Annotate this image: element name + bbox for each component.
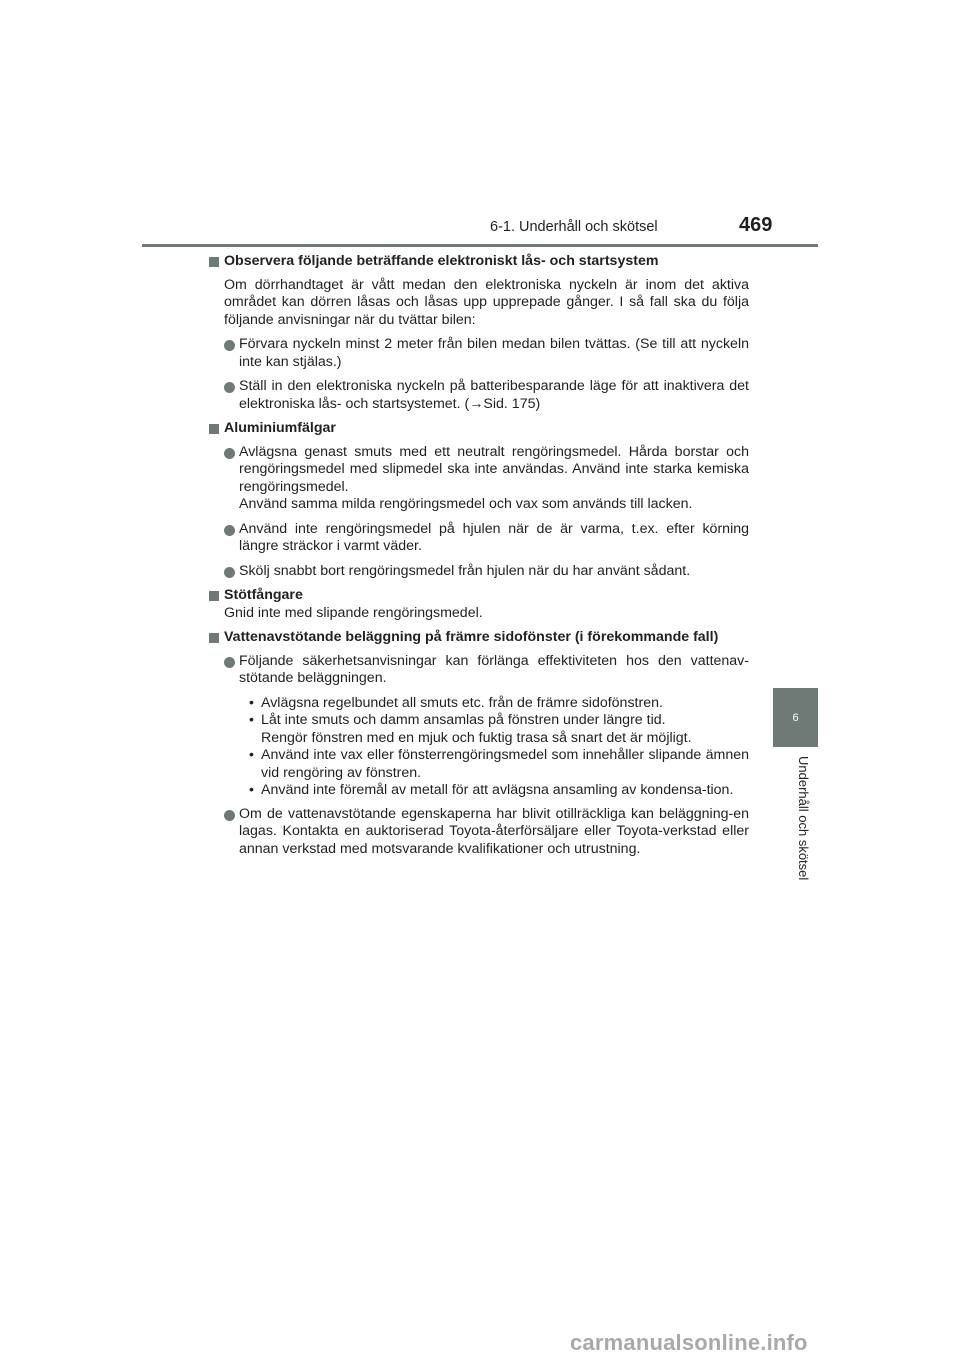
list-item-text: Ställ in den elektroniska nyckeln på batteribesparande läge för att inaktivera det elektroniska lås- och startsystemet. (→Sid. 175) bbox=[239, 378, 749, 412]
list-item-text: Om de vattenavstötande egenskaperna har blivit otillräckliga kan beläggning-en lagas. Kontakta en auktoriserad Toyota-återförsäljare eller Toyota-verkstad eller annan verkstad med motsvarande kvalifikationer och utrustning. bbox=[239, 805, 749, 857]
list-item bbox=[224, 806, 749, 859]
main-content bbox=[209, 253, 749, 858]
list-item-text-extra: Använd samma milda rengöringsmedel och vax som används till lacken. bbox=[239, 496, 693, 512]
list-item-text: Avlägsna genast smuts med ett neutralt rengöringsmedel. Hårda borstar och rengöringsmedel med slipmedel ska inte användas. Använd inte starka kemiska rengöringsmedel. bbox=[239, 443, 749, 495]
list-item bbox=[224, 378, 749, 413]
page-number: 469 bbox=[739, 214, 773, 236]
section-paragraph: Om dörrhandtaget är vått medan den elektroniska nyckeln är inom det aktiva området kan dörren låsas och låsas upp upprepade gånger. I så fall ska du följa följande anvisningar när du tvättar bilen: bbox=[224, 276, 749, 328]
dot-marker: • bbox=[249, 712, 254, 728]
running-header-section: 6-1. Underhåll och skötsel bbox=[490, 219, 658, 235]
round-bullet-icon bbox=[224, 382, 235, 393]
list-item bbox=[224, 653, 749, 688]
square-bullet-icon bbox=[209, 591, 219, 601]
header-divider bbox=[142, 244, 818, 247]
section-title: Vattenavstötande beläggning på främre sidofönster (i förekommande fall) bbox=[224, 629, 719, 645]
square-bullet-icon bbox=[209, 424, 219, 434]
section-title: Stötfångare bbox=[224, 587, 303, 603]
section-heading bbox=[209, 629, 749, 647]
list-item bbox=[224, 444, 749, 514]
list-item-text: Följande säkerhetsanvisningar kan förlänga effektiviteten hos den vattenav-stötande beläggningen. bbox=[239, 652, 749, 686]
round-bullet-icon bbox=[224, 525, 235, 536]
square-bullet-icon bbox=[209, 257, 219, 267]
sub-list-item bbox=[249, 712, 749, 747]
sub-list-item-text: Låt inte smuts och damm ansamlas på fönstren under längre tid. bbox=[261, 712, 666, 728]
section-title: Aluminiumfälgar bbox=[224, 420, 336, 436]
dot-marker: • bbox=[249, 694, 254, 711]
chapter-number: 6 bbox=[792, 711, 799, 724]
section-heading bbox=[209, 253, 749, 271]
list-item bbox=[224, 336, 749, 371]
sub-list-item-text: Avlägsna regelbundet all smuts etc. från de främre sidofönstren. bbox=[261, 694, 663, 711]
dot-marker: • bbox=[249, 782, 254, 798]
round-bullet-icon bbox=[224, 340, 235, 351]
round-bullet-icon bbox=[224, 657, 235, 668]
sub-list-item-text: Använd inte vax eller fönsterrengöringsmedel som innehåller slipande ämnen vid rengöring av fönstren. bbox=[261, 747, 749, 781]
list-item bbox=[224, 563, 749, 581]
section-heading bbox=[209, 587, 749, 605]
round-bullet-icon bbox=[224, 567, 235, 578]
sub-list-item-text: Använd inte föremål av metall för att avlägsna ansamling av kondensa-tion. bbox=[261, 782, 734, 798]
chapter-side-label: Underhåll och skötsel bbox=[796, 756, 811, 881]
section-paragraph: Gnid inte med slipande rengöringsmedel. bbox=[224, 604, 483, 621]
section-title: Observera följande beträffande elektroniskt lås- och startsystem bbox=[224, 253, 659, 269]
list-item-text: Skölj snabbt bort rengöringsmedel från hjulen när du har använt sådant. bbox=[239, 562, 691, 579]
list-item-text: Förvara nyckeln minst 2 meter från bilen medan bilen tvättas. (Se till att nyckeln inte kan stjälas.) bbox=[239, 336, 749, 370]
sub-list-item bbox=[249, 782, 749, 800]
sub-list-item bbox=[249, 695, 749, 713]
dot-marker: • bbox=[249, 747, 254, 763]
section-heading bbox=[209, 420, 749, 438]
list-item-text: Använd inte rengöringsmedel på hjulen när de är varma, t.ex. efter körning längre sträckor i varmt väder. bbox=[239, 520, 749, 554]
chapter-tab bbox=[773, 688, 818, 747]
watermark: carmanualsonline.info bbox=[570, 1330, 808, 1355]
round-bullet-icon bbox=[224, 448, 235, 459]
square-bullet-icon bbox=[209, 633, 219, 643]
round-bullet-icon bbox=[224, 810, 235, 821]
list-item bbox=[224, 521, 749, 556]
sub-list-item bbox=[249, 747, 749, 782]
sub-list-item-text-extra: Rengör fönstren med en mjuk och fuktig trasa så snart det är möjligt. bbox=[261, 729, 692, 746]
